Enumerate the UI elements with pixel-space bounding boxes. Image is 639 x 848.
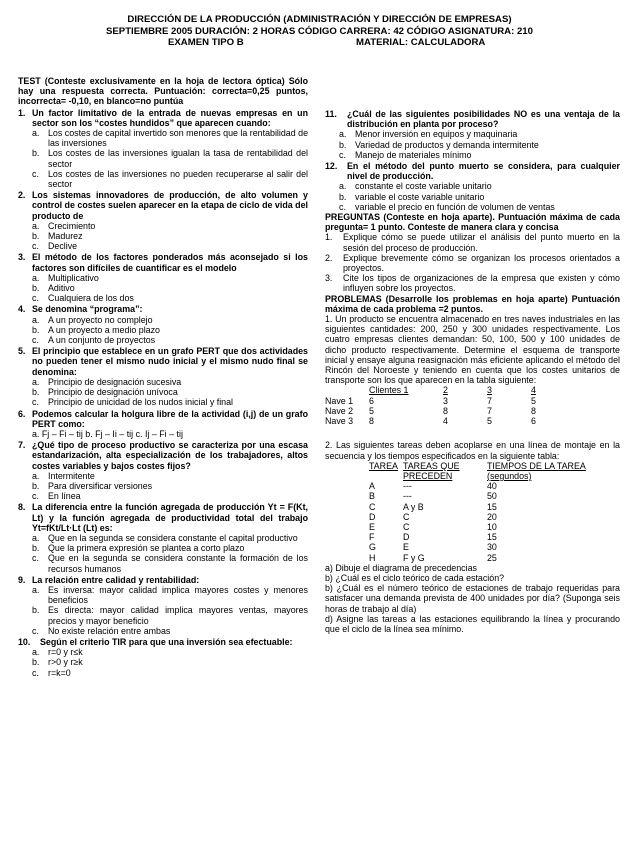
- question-number: 10.: [18, 636, 31, 647]
- answer-option: [18, 657, 308, 667]
- option-letter: a.: [32, 272, 40, 283]
- answer-option: [18, 626, 308, 636]
- table-cell: ---: [403, 491, 412, 502]
- table-cell: D: [403, 532, 410, 543]
- table-cell: 15: [487, 532, 497, 543]
- answer-option: [18, 315, 308, 325]
- option-text: Variedad de productos y demanda intermitente: [355, 139, 539, 150]
- option-text: Aditivo: [48, 283, 75, 294]
- table-cell: C: [369, 501, 376, 512]
- answer-option: [18, 668, 308, 678]
- question-text: Un factor limitativo de la entrada de nuevas empresas en un sector son los “costes hundidos” que aparecen cuando:: [32, 107, 308, 128]
- option-letter: a.: [32, 532, 40, 543]
- question-number: 1.: [18, 107, 26, 118]
- option-letter: a.: [32, 314, 40, 325]
- answer-option: [18, 377, 308, 387]
- question-number: 6.: [18, 408, 26, 419]
- table-cell: D: [369, 511, 376, 522]
- right-question-list: [325, 109, 620, 212]
- table-cell: 6: [369, 395, 374, 406]
- table-cell: F y G: [403, 552, 425, 563]
- table-cell: 6: [531, 416, 536, 427]
- table-cell: 20: [487, 511, 497, 522]
- option-letter: c.: [32, 667, 39, 678]
- left-question-list: [18, 108, 308, 678]
- option-letter: b.: [339, 139, 347, 150]
- table-cell: Nave 1: [325, 395, 354, 406]
- question-text: La relación entre calidad y rentabilidad:: [32, 574, 200, 585]
- answer-option: [325, 129, 620, 139]
- question-6: [18, 409, 308, 429]
- table-cell: C: [403, 521, 410, 532]
- table-cell: ---: [403, 481, 412, 492]
- question-text: ¿Qué tipo de proceso productivo se caracteriza por una escasa estandarización, alta especialización de los trabajadores, altos costes variables y bajos costes fijos?: [32, 440, 308, 471]
- option-text: constante el coste variable unitario: [355, 181, 492, 192]
- table-row: [369, 522, 601, 532]
- table-header-cell: TAREAS QUE PRECEDEN: [403, 460, 460, 481]
- table-row: [325, 416, 565, 426]
- option-letter: c.: [32, 397, 39, 408]
- option-text: A un conjunto de proyectos: [48, 335, 156, 346]
- option-letter: c.: [339, 149, 346, 160]
- option-text: Madurez: [48, 231, 83, 242]
- option-text: Que en la segunda se considera constante el capital productivo: [48, 532, 298, 543]
- pregunta-item: [325, 232, 620, 252]
- option-letter: c.: [339, 201, 346, 212]
- header-line-1: DIRECCIÓN DE LA PRODUCCIÓN (ADMINISTRACIÓN Y DIRECCIÓN DE EMPRESAS): [127, 14, 512, 25]
- question-10: [18, 637, 308, 647]
- question-text: En el método del punto muerto se considera, para cualquier nivel de producción.: [347, 161, 620, 182]
- preguntas-heading: PREGUNTAS (Conteste en hoja aparte). Puntuación máxima de cada pregunta= 1 punto. Conteste de manera clara y concisa: [325, 212, 620, 233]
- question-4: [18, 304, 308, 314]
- question-number: 2.: [18, 190, 26, 201]
- assembly-task-table: [369, 461, 601, 563]
- question-number: 8.: [18, 502, 26, 513]
- option-text: Es inversa: mayor calidad implica mayores costes y menores beneficios: [48, 584, 308, 606]
- answer-option: [325, 181, 620, 191]
- answer-option: [18, 241, 308, 251]
- answer-option: [18, 647, 308, 657]
- table-row: [325, 396, 565, 406]
- answer-option: [18, 148, 308, 168]
- question-text: Se denomina “programa”:: [32, 304, 143, 315]
- pregunta-item: [325, 273, 620, 293]
- question-11: [325, 109, 620, 129]
- table-cell: 40: [487, 481, 497, 492]
- question-number: 5.: [18, 346, 26, 357]
- answer-option: [325, 150, 620, 160]
- option-text: Principio de unicidad de los nudos inicial y final: [48, 397, 234, 408]
- option-letter: b.: [32, 387, 40, 398]
- table-cell: 15: [487, 501, 497, 512]
- answer-option: [18, 387, 308, 397]
- option-text: Declive: [48, 241, 78, 252]
- option-letter: c.: [32, 625, 39, 636]
- option-letter: b.: [32, 148, 40, 159]
- table-row: [369, 532, 601, 542]
- table-cell: 5: [487, 416, 492, 427]
- problem-2-part: a) Dibuje el diagrama de precedencias: [325, 562, 477, 573]
- table-row: [369, 481, 601, 491]
- question-7: [18, 440, 308, 471]
- table-header-cell: [325, 385, 369, 395]
- problem-1-text: 1. Un producto se encuentra almacenado en tres naves industriales en las siguientes cantidades: 200, 250 y 300 unidades respectivamente. Los cuatro empresas clientes demandan: 50, 100, 500 y 100 unidades de dicho producto respectivamente. Determine el esquema de transporte inicial y ensaye alguna reasignación más eficiente aplicando el método del Rincón del Noroeste y teniendo en cuenta que los costes unitarios de transporte son los que aparecen en la tabla siguiente:: [325, 314, 620, 386]
- answer-option: [325, 202, 620, 212]
- question-3: [18, 252, 308, 272]
- answer-option: [18, 283, 308, 293]
- header-line-2: SEPTIEMBRE 2005 DURACIÓN: 2 HORAS CÓDIGO CARRERA: 42 CÓDIGO ASIGNATURA: 210: [106, 25, 533, 37]
- table-cell: 3: [443, 395, 448, 406]
- pregunta-text: Explique brevemente cómo se organizan los procesos orientados a proyectos.: [343, 252, 620, 274]
- option-letter: c.: [32, 293, 39, 304]
- table-cell: 5: [369, 405, 374, 416]
- table-cell: 50: [487, 491, 497, 502]
- option-letter: c.: [32, 168, 39, 179]
- option-text: A un proyecto no complejo: [48, 314, 153, 325]
- question-number: 4.: [18, 304, 26, 315]
- answer-option: [18, 543, 308, 553]
- answer-option: [18, 128, 308, 148]
- option-text: Crecimiento: [48, 220, 96, 231]
- question-number: 12.: [325, 161, 338, 172]
- question-text: El principio que establece en un grafo PERT que dos actividades no pueden tener el mismo nudo inicial y el mismo nudo final se denomina:: [32, 346, 308, 377]
- pregunta-text: Explique cómo se puede utilizar el análisis del punto muerto en la sesión del proceso de producción.: [343, 232, 620, 253]
- pregunta-item: [325, 253, 620, 273]
- answer-option: [18, 335, 308, 345]
- option-letter: a.: [32, 376, 40, 387]
- table-cell: G: [369, 542, 376, 553]
- question-text: ¿Cuál de las siguientes posibilidades NO es una ventaja de la distribución en planta por proceso?: [347, 109, 620, 130]
- table-row: [369, 491, 601, 501]
- option-letter: b.: [32, 480, 40, 491]
- table-header-cell: 4: [531, 385, 536, 396]
- option-letter: b.: [32, 283, 40, 294]
- answer-option: [18, 553, 308, 573]
- table-cell: 8: [443, 405, 448, 416]
- answer-option: [18, 491, 308, 501]
- question-5: [18, 346, 308, 377]
- option-letter: a.: [32, 220, 40, 231]
- answer-option: [18, 273, 308, 283]
- table-cell: E: [369, 521, 375, 532]
- table-row: [369, 502, 601, 512]
- option-letter: b.: [32, 231, 40, 242]
- table-cell: A: [369, 481, 375, 492]
- option-text: variable el coste variable unitario: [355, 191, 485, 202]
- pregunta-text: Cite los tipos de organizaciones de la empresa que existen y cómo influyen sobre los proyectos.: [343, 273, 620, 294]
- question-1: [18, 108, 308, 128]
- question-number: 7.: [18, 440, 26, 451]
- table-row: [369, 512, 601, 522]
- answer-option: [18, 221, 308, 231]
- table-header-cell: TIEMPOS DE LA TAREA (segundos): [487, 460, 586, 481]
- right-column: [325, 108, 620, 634]
- answer-option: [18, 585, 308, 605]
- pregunta-number: 3.: [325, 273, 333, 284]
- table-header-cell: 2: [443, 385, 448, 396]
- option-text: r>0 y r≥k: [48, 657, 83, 668]
- option-letter: a.: [32, 470, 40, 481]
- table-cell: 4: [443, 416, 448, 427]
- answer-option: [18, 293, 308, 303]
- question-number: 11.: [325, 109, 337, 119]
- table-cell: E: [403, 542, 409, 553]
- problem-2-parts: [325, 563, 620, 634]
- option-text: Que en la segunda se considera constante la formación de los recursos humanos: [48, 553, 308, 574]
- pregunta-number: 1.: [325, 232, 333, 243]
- table-cell: 5: [531, 395, 536, 406]
- test-instructions: TEST (Conteste exclusivamente en la hoja de lectora óptica) Sólo hay una respuesta correcta. Puntuación: correcta=0,25 puntos, incorrecta= -0,10, en blanco=no puntúa: [18, 76, 308, 107]
- table-cell: A y B: [403, 501, 424, 512]
- question-text: Podemos calcular la holgura libre de la actividad (i,j) de un grafo PERT como:: [32, 408, 308, 429]
- option-text: Los costes de las inversiones no pueden recuperarse al salir del sector: [48, 168, 308, 190]
- problem-2-part: d) Asigne las tareas a las estaciones equilibrando la línea y procurando que el ciclo de la línea sea mínimo.: [325, 613, 620, 634]
- table-row: [325, 406, 565, 416]
- left-column: [18, 76, 308, 678]
- exam-header: [0, 14, 639, 49]
- option-text: Manejo de materiales mínimo: [355, 149, 472, 160]
- option-text: Intermitente: [48, 470, 95, 481]
- option-text: Principio de designación unívoca: [48, 387, 178, 398]
- option-letter: c.: [32, 491, 39, 502]
- header-line-3: [0, 37, 639, 49]
- answer-option: [18, 169, 308, 189]
- answer-option: [18, 231, 308, 241]
- table-cell: H: [369, 552, 376, 563]
- question-9: [18, 575, 308, 585]
- table-cell: C: [403, 511, 410, 522]
- option-letter: a.: [339, 129, 347, 140]
- table-cell: F: [369, 532, 375, 543]
- option-text: Que la primera expresión se plantea a corto plazo: [48, 543, 245, 554]
- table-header-row: [325, 385, 565, 395]
- option-text: Los costes de las inversiones igualan la tasa de rentabilidad del sector: [48, 148, 308, 169]
- option-letter: a.: [339, 181, 347, 192]
- option-letter: c.: [32, 241, 39, 252]
- exam-material: MATERIAL: CALCULADORA: [356, 37, 486, 48]
- option-text: Menor inversión en equipos y maquinaria: [355, 129, 518, 140]
- table-header-row: [369, 461, 601, 481]
- answer-option: [18, 481, 308, 491]
- question-text: La diferencia entre la función agregada de producción Yt = F(Kt, Lt) y la función agregada de productividad total del trabajo Yt=fKt/Lt·Lt (Lt) es:: [32, 502, 308, 533]
- table-header-cell: 3: [487, 385, 492, 396]
- option-text: Multiplicativo: [48, 272, 99, 283]
- option-text: Los costes de capital invertido son menores que la rentabilidad de las inversiones: [48, 128, 309, 149]
- question-number: 3.: [18, 252, 26, 263]
- option-text: No existe relación entre ambas: [48, 625, 171, 636]
- table-cell: Nave 2: [325, 405, 354, 416]
- table-cell: 30: [487, 542, 497, 553]
- table-cell: 7: [487, 405, 492, 416]
- question-8: [18, 502, 308, 533]
- option-letter: c.: [32, 553, 39, 564]
- pregunta-number: 2.: [325, 252, 333, 263]
- problemas-heading: PROBLEMAS (Desarrolle los problemas en hoja aparte) Puntuación máxima de cada problema =2 puntos.: [325, 293, 620, 314]
- option-text: Principio de designación sucesiva: [48, 376, 182, 387]
- answer-option: [18, 471, 308, 481]
- question-12: [325, 161, 620, 181]
- table-cell: 10: [487, 521, 497, 532]
- question-text: Según el criterio TIR para que una inversión sea efectuable:: [40, 636, 293, 647]
- question-text: Los sistemas innovadores de producción, de alto volumen y control de costes suelen aparecer en la etapa de ciclo de vida del producto de: [32, 190, 308, 221]
- table-cell: Nave 3: [325, 416, 354, 427]
- table-cell: 25: [487, 552, 497, 563]
- option-letter: a.: [32, 128, 40, 139]
- option-text: r=k=0: [48, 667, 71, 678]
- option-text: A un proyecto a medio plazo: [48, 324, 160, 335]
- table-cell: 8: [531, 405, 536, 416]
- answer-option: [325, 192, 620, 202]
- answer-option: [325, 140, 620, 150]
- table-cell: 7: [487, 395, 492, 406]
- option-text: r=0 y r≤k: [48, 647, 83, 658]
- exam-type: EXAMEN TIPO B: [168, 37, 244, 48]
- table-row: [369, 553, 601, 563]
- table-cell: B: [369, 491, 375, 502]
- option-letter: c.: [32, 335, 39, 346]
- transport-cost-table: [325, 385, 565, 426]
- answer-options-inline: a. Fj – Fi – tij b. Fj – Ii – tij c. Ij – Fi – tij: [32, 428, 183, 439]
- option-text: variable el precio en función de volumen de ventas: [355, 201, 555, 212]
- question-2: [18, 190, 308, 221]
- problem-2-part: b) ¿Cuál es el número teórico de estaciones de trabajo requeridas para satisfacer una demanda prevista de 400 unidades por día? (Suponga seis horas de trabajo al día): [325, 583, 620, 614]
- answer-option: [18, 325, 308, 335]
- answer-option: [18, 397, 308, 407]
- table-header-cell: Clientes 1: [369, 385, 409, 396]
- option-text: Para diversificar versiones: [48, 480, 153, 491]
- problem-2-text: 2. Las siguientes tareas deben acoplarse en una línea de montaje en la secuencia y los tiempos especificados en la siguiente tabla:: [325, 440, 620, 461]
- option-letter: b.: [32, 657, 40, 668]
- table-header-cell: TAREA: [369, 460, 398, 471]
- option-text: En línea: [48, 491, 81, 502]
- question-text: El método de los factores ponderados más aconsejado si los factores son difíciles de cuantificar es el modelo: [32, 252, 308, 273]
- table-row: [369, 542, 601, 552]
- option-text: Cualquiera de los dos: [48, 293, 134, 304]
- option-letter: a.: [32, 584, 40, 595]
- table-cell: 8: [369, 416, 374, 427]
- problem-2-part: b) ¿Cuál es el ciclo teórico de cada estación?: [325, 572, 505, 583]
- answer-option: [18, 533, 308, 543]
- preguntas-list: [325, 232, 620, 293]
- option-text: Es directa: mayor calidad implica mayores ventas, mayores precios y mayor beneficio: [48, 605, 308, 626]
- answer-option: [18, 605, 308, 625]
- option-letter: b.: [339, 191, 347, 202]
- option-letter: a.: [32, 647, 40, 658]
- option-letter: b.: [32, 605, 40, 616]
- option-letter: b.: [32, 324, 40, 335]
- option-letter: b.: [32, 543, 40, 554]
- question-number: 9.: [18, 574, 26, 585]
